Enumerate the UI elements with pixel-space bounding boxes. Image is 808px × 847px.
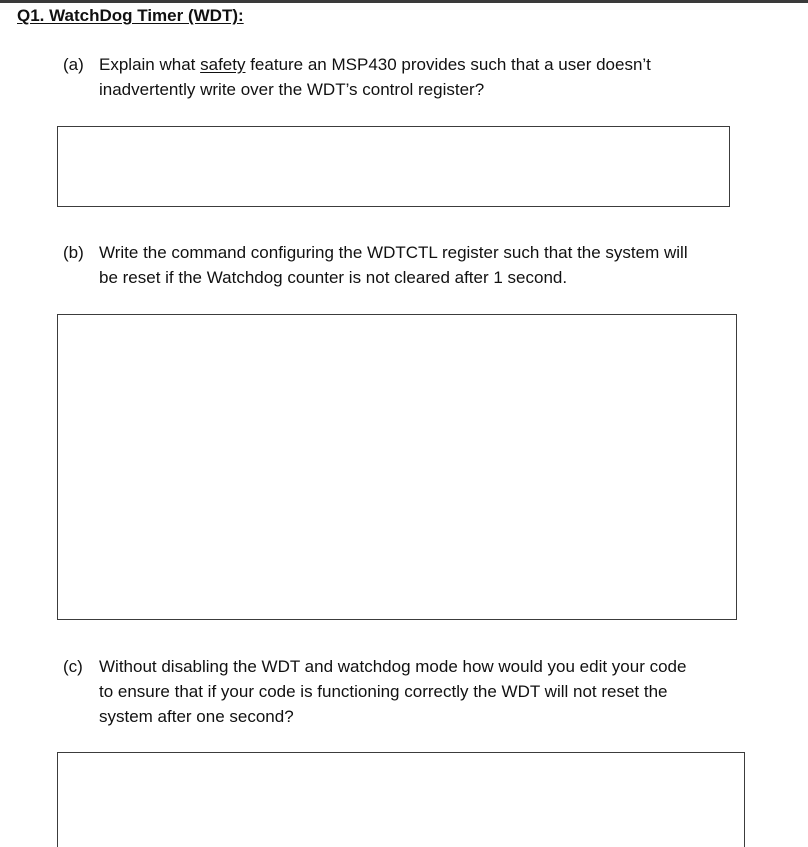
question-b-line-2: be reset if the Watchdog counter is not cleared after 1 second. bbox=[99, 268, 568, 287]
answer-box-c[interactable] bbox=[57, 752, 745, 847]
question-b-marker: (b) bbox=[63, 243, 84, 262]
answer-box-b[interactable] bbox=[57, 314, 737, 620]
question-c-line-1: Without disabling the WDT and watchdog mode how would you edit your code bbox=[99, 657, 687, 676]
question-c bbox=[63, 654, 753, 729]
question-a-line-1-end: feature an MSP430 provides such that a user doesn’t bbox=[245, 55, 651, 74]
question-c-line-3: system after one second? bbox=[99, 707, 294, 726]
question-a-marker: (a) bbox=[63, 55, 84, 74]
question-a-text bbox=[99, 52, 743, 102]
question-b-text bbox=[99, 240, 753, 290]
question-a-line-1-start: Explain what bbox=[99, 55, 201, 74]
question-c-marker: (c) bbox=[63, 657, 83, 676]
question-a bbox=[63, 52, 743, 102]
top-rule bbox=[0, 0, 808, 3]
question-a-emphasis: safety bbox=[200, 55, 246, 74]
question-a-line-1 bbox=[99, 52, 743, 77]
answer-box-a[interactable] bbox=[57, 126, 730, 207]
question-b bbox=[63, 240, 753, 290]
question-b-line-1: Write the command configuring the WDTCTL register such that the system will bbox=[99, 243, 688, 262]
question-c-text bbox=[99, 654, 753, 729]
question-a-line-2: inadvertently write over the WDT’s control register? bbox=[99, 80, 485, 99]
section-heading: Q1. WatchDog Timer (WDT): bbox=[17, 6, 244, 25]
question-c-line-2: to ensure that if your code is functioning correctly the WDT will not reset the bbox=[99, 682, 668, 701]
